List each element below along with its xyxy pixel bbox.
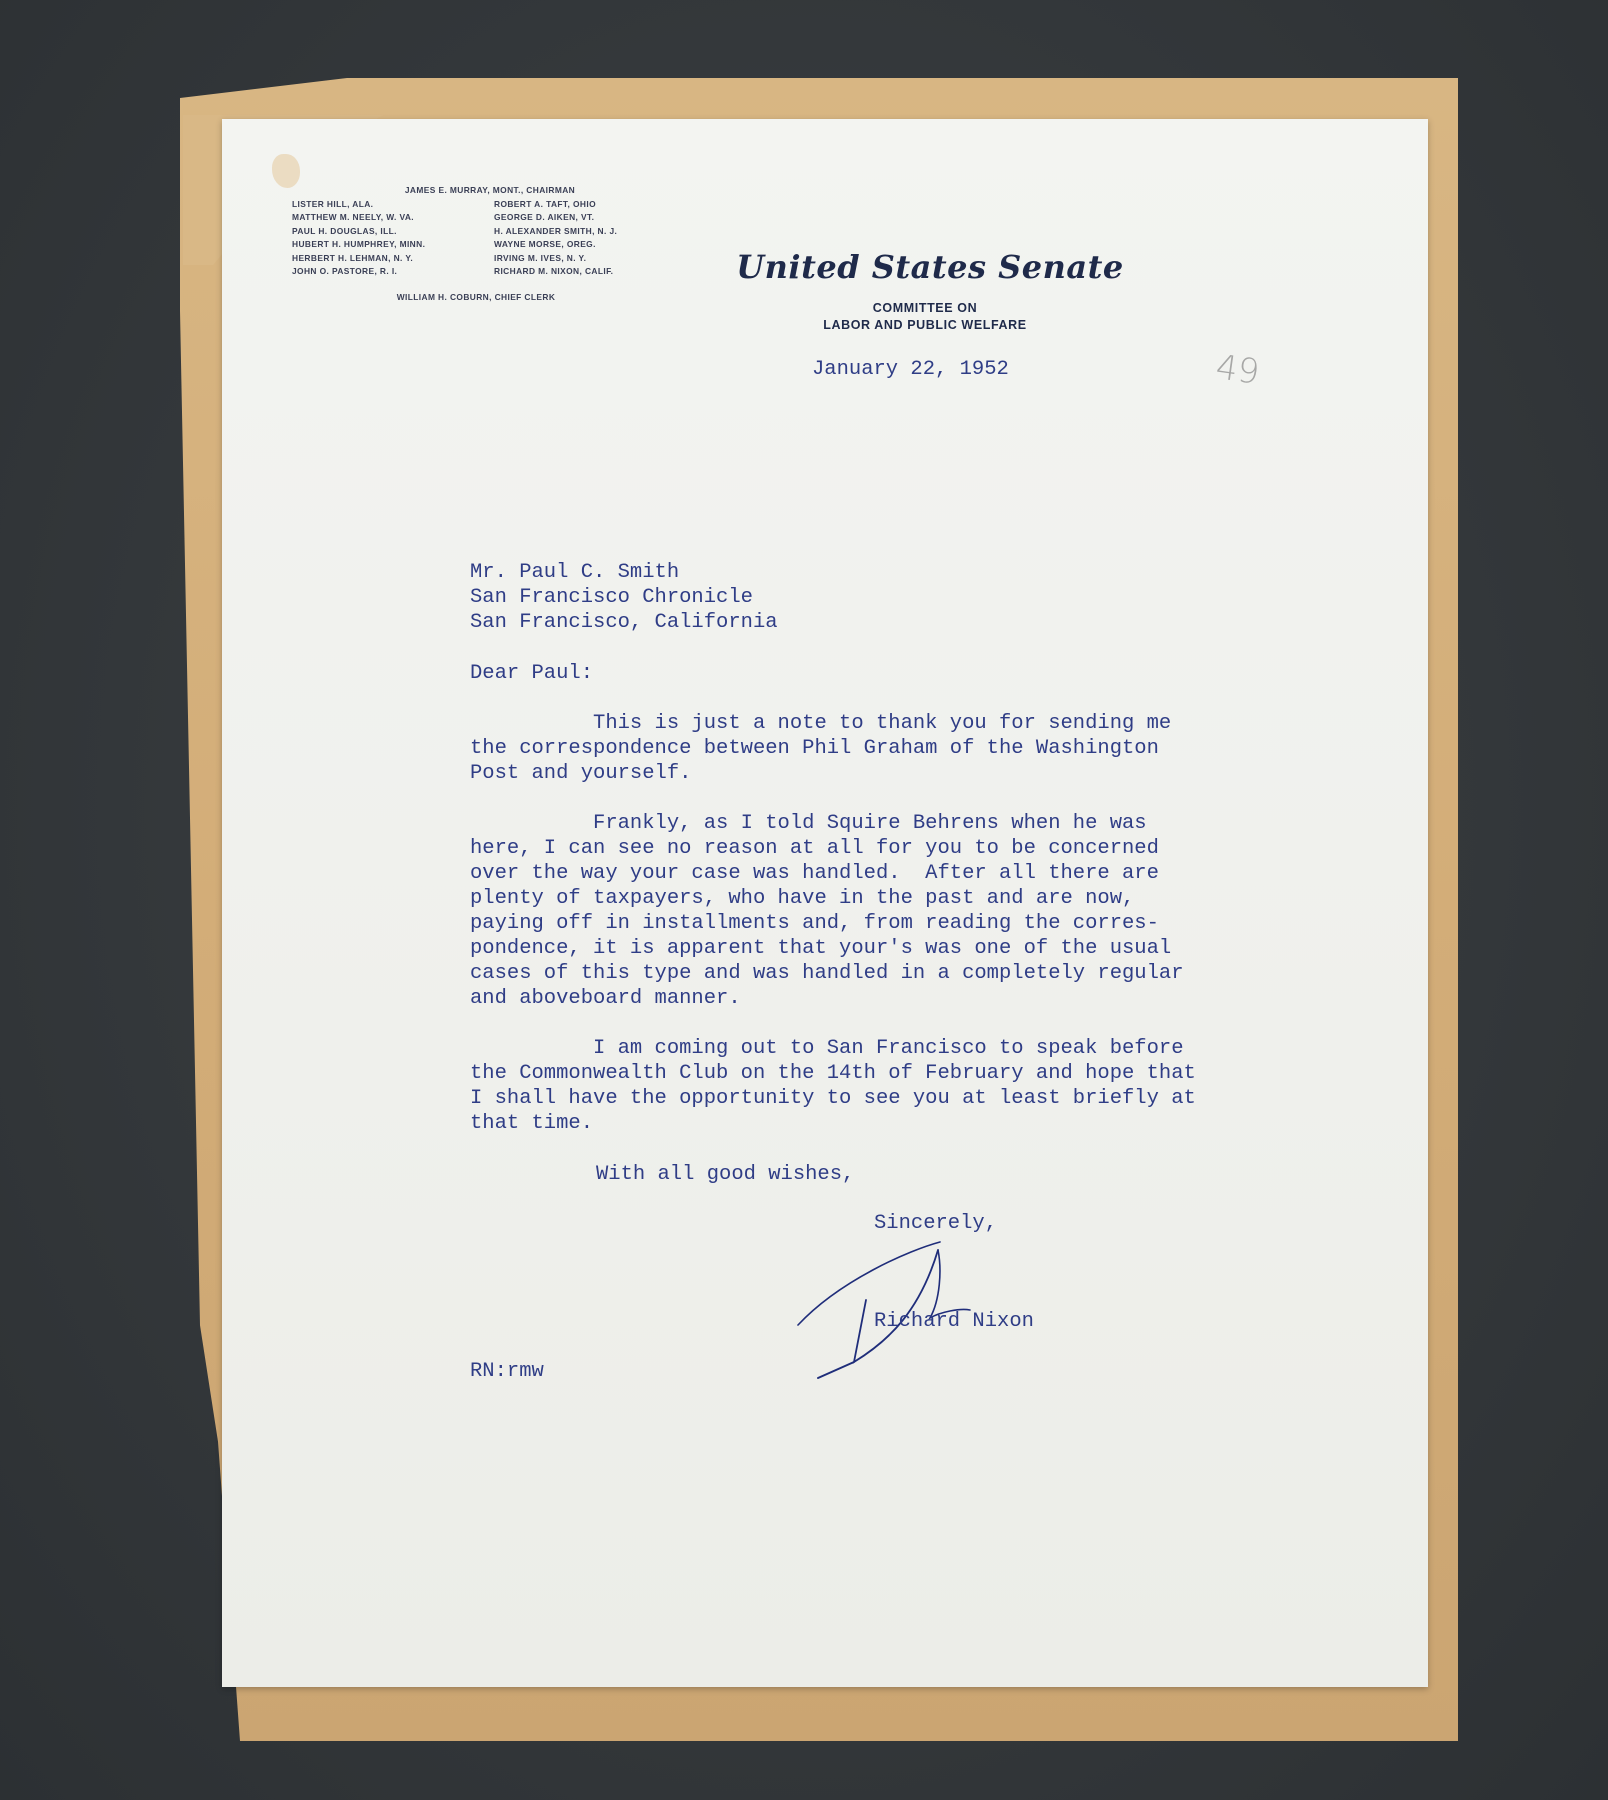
members-left-column <box>292 198 470 279</box>
letter-date: January 22, 1952 <box>812 358 1009 381</box>
committee-members-block <box>292 184 672 304</box>
signatory-name: Richard Nixon <box>874 1310 1034 1333</box>
committee-member-columns <box>292 198 672 279</box>
pencil-annotation: 49 <box>1213 347 1262 393</box>
committee-line: COMMITTEE ON <box>872 301 978 315</box>
member-name: HUBERT H. HUMPHREY, MINN. <box>292 239 426 249</box>
members-right-column <box>470 198 672 279</box>
body-paragraph: I am coming out to San Francisco to speak before the Commonwealth Club on the 14th of February and hope that I shall have the opportunity to see you at least briefly at that time. <box>470 1037 1196 1135</box>
member-name: PAUL H. DOUGLAS, ILL. <box>292 225 397 236</box>
salutation: Dear Paul: <box>470 662 594 685</box>
closing-line: With all good wishes, <box>596 1163 855 1186</box>
body-paragraph: This is just a note to thank you for sending me the correspondence between Phil Graham of the Washington Post and yourself. <box>470 712 1172 785</box>
recipient-line: San Francisco Chronicle <box>470 586 753 609</box>
recipient-line: Mr. Paul C. Smith <box>470 561 680 584</box>
member-name: H. ALEXANDER SMITH, N. J. <box>494 225 618 236</box>
member-name: HERBERT H. LEHMAN, N. Y. <box>292 252 414 263</box>
senate-title: United States Senate <box>736 248 1124 286</box>
member-name: JOHN O. PASTORE, R. I. <box>292 266 398 276</box>
member-name: IRVING M. IVES, N. Y. <box>494 252 587 263</box>
member-name: LISTER HILL, ALA. <box>292 198 374 209</box>
signoff: Sincerely, <box>874 1212 998 1235</box>
member-name: WAYNE MORSE, OREG. <box>494 239 596 249</box>
member-name: MATTHEW M. NEELY, W. VA. <box>292 212 415 222</box>
member-name: RICHARD M. NIXON, CALIF. <box>494 266 614 276</box>
committee-chairman: JAMES E. MURRAY, MONT., CHAIRMAN <box>404 185 576 195</box>
chief-clerk: WILLIAM H. COBURN, CHIEF CLERK <box>396 291 556 302</box>
member-name: GEORGE D. AIKEN, VT. <box>494 212 595 222</box>
torn-corner-mark <box>272 154 300 188</box>
letter-body <box>470 711 1230 1161</box>
committee-line: LABOR AND PUBLIC WELFARE <box>823 318 1027 332</box>
reference-initials: RN:rmw <box>470 1360 544 1383</box>
committee-name <box>760 300 1090 334</box>
member-name: ROBERT A. TAFT, OHIO <box>494 198 596 209</box>
body-paragraph: Frankly, as I told Squire Behrens when he was here, I can see no reason at all for you to be concerned over the way your case was handled. After all there are plenty of taxpayers, who have in the past and are now, paying off in installments and, from reading the corres- pondence, it is apparent that your's was one of the usual cases of this type and was handled in a completely regular and aboveboard manner. <box>470 812 1184 1010</box>
recipient-line: San Francisco, California <box>470 611 778 634</box>
recipient-address <box>470 560 778 635</box>
